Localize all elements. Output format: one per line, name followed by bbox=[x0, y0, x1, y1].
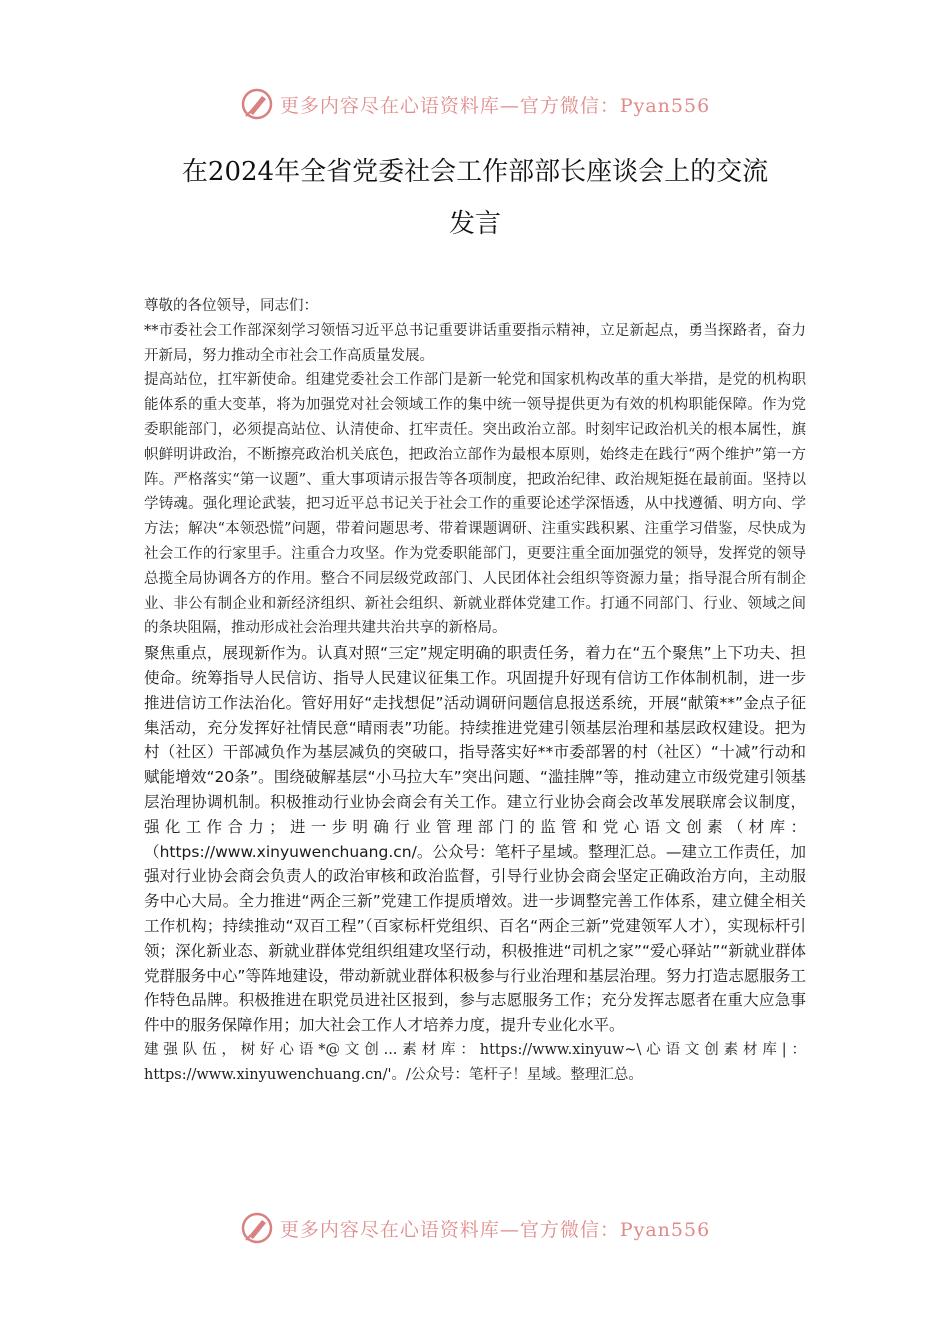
salutation: 尊敬的各位领导，同志们： bbox=[144, 298, 318, 314]
section-1-paragraph: 提高站位，扛牢新使命。组建党委社会工作部门是新一轮党和国家机构改革的重大举措，是党的机构职能体系的重大变革，将为加强党对社会领域工作的集中统一领导提供更为有效的机构职能保障。作为党委职能部门，必须提高站位、认清使命、扛牢责任。突出政治立部。时刻牢记政治机关的根本属性，旗帜鲜明讲政治，不断擦亮政治机关底色，把政治立部作为最根本原则，始终走在践行“两个维护”第一方阵。严格落实“第一议题”、重大事项请示报告等各项制度，把政治纪律、政治规矩挺在最前面。坚持以学铸魂。强化理论武装，把习近平总书记关于社会工作的重要论述学深悟透，从中找遵循、明方向、学方法；解决“本领恐慌”问题，带着问题思考、带着课题调研、注重实践积累、注重学习借鉴，尽快成为社会工作的行家里手。注重合力攻坚。作为党委职能部门，更要注重全面加强党的领导，发挥党的领导总揽全局协调各方的作用。整合不同层级党政部门、人民团体社会组织等资源力量；指导混合所有制企业、非公有制企业和新经济组织、新社会组织、新就业群体党建工作。打通不同部门、行业、领域之间的条块阻隔，推动形成社会治理共建共治共享的新格局。 bbox=[144, 372, 806, 637]
document-body bbox=[144, 294, 806, 1088]
header-watermark bbox=[0, 84, 950, 124]
pen-nib-circle-icon bbox=[240, 1211, 274, 1245]
section-2-paragraph: 聚焦重点，展现新作为。认真对照“三定”规定明确的职责任务，着力在“五个聚焦”上下功夫、担使命。统筹指导人民信访、指导人民建议征集工作。巩固提升好现有信访工作体制机制，进一步推进信访工作法治化。管好用好“走找想促”活动调研问题信息报送系统，开展“献策**”金点子征集活动，充分发挥好社情民意“晴雨表”功能。持续推进党建引领基层治理和基层政权建设。把为村（社区）干部减负作为基层减负的突破口，指导落实好**市委部署的村（社区）“十减”行动和赋能增效“20条”。围绕破解基层“小马拉大车”突出问题、“滥挂牌”等，推动建立市级党建引领基层治理协调机制。积极推动行业协会商会有关工作。建立行业协会商会改革发展联席会议制度，强化工作合力；进一步明确行业管理部门的监管和党心语文创素（材库：（https://www.xinyuwenchuang.cn/。公众号：笔杆子星域。整理汇总。—建立工作责任，加强对行业协会商会负责人的政治审核和政治监督，引导行业协会商会坚定正确政治方向，主动服务中心大局。全力推进“两企三新”党建工作提质增效。进一步调整完善工作体系，建立健全相关工作机构；持续推动“双百工程”（百家标杆党组织、百名“两企三新”党建领军人才），实现标杆引领；深化新业态、新就业群体党组织组建攻坚行动，积极推进“司机之家”“爱心驿站”“新就业群体党群服务中心”等阵地建设，带动新就业群体积极参与行业治理和基层治理。努力打造志愿服务工作特色品牌。积极推进在职党员进社区报到，参与志愿服务工作；充分发挥志愿者在重大应急事件中的服务保障作用；加大社会工作人才培养力度，提升专业化水平。 bbox=[144, 644, 806, 1035]
title-line-1: 在2024年全省党委社会工作部部长座谈会上的交流 bbox=[181, 157, 769, 187]
pen-nib-circle-icon bbox=[240, 87, 274, 121]
watermark-text: 更多内容尽在心语资料库—官方微信：Pyan556 bbox=[279, 1218, 711, 1241]
footer-watermark bbox=[0, 1208, 950, 1248]
title-line-2: 发言 bbox=[448, 209, 501, 239]
intro-paragraph: **市委社会工作部深刻学习领悟习近平总书记重要讲话重要指示精神，立足新起点，勇当探路者，奋力开新局，努力推动全市社会工作高质量发展。 bbox=[144, 322, 806, 364]
document-title bbox=[120, 146, 830, 250]
watermark-text: 更多内容尽在心语资料库—官方微信：Pyan556 bbox=[279, 94, 711, 117]
section-3-paragraph: 建强队伍，树好心语*@文创...素材库：https://www.xinyuw~\心语文创素材库|：https://www.xinyuwenchuang.cn/'。/公众号：笔杆子！星域。整理汇总。 bbox=[144, 1041, 806, 1083]
